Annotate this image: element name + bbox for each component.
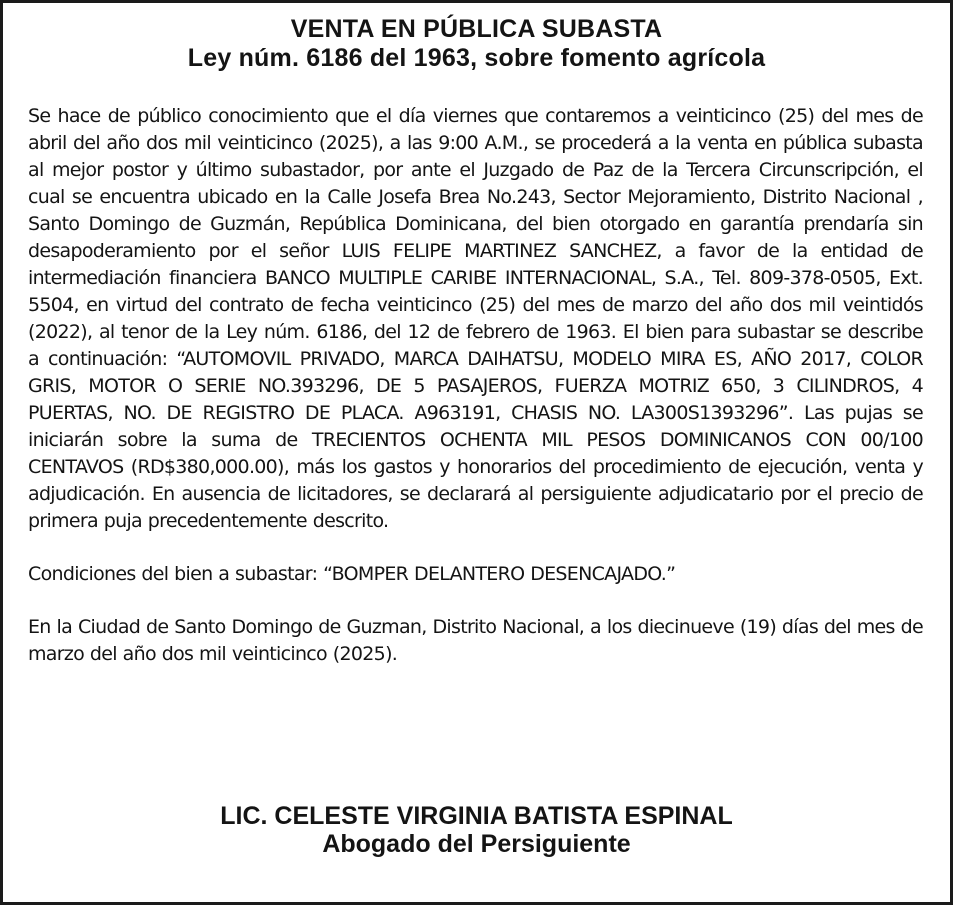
notice-subtitle: Ley núm. 6186 del 1963, sobre fomento agrícola: [187, 44, 766, 72]
signatory-name: LIC. CELESTE VIRGINIA BATISTA ESPINAL: [220, 802, 733, 830]
signature-block: [3, 802, 950, 858]
main-paragraph: Se hace de público conocimiento que el día viernes que contaremos a veinticinco (25) del mes de abril del año dos mil veinticinco (2025), a las 9:00 A.M., se procederá a la venta en pública subasta al mejor postor y último subastador, por ante el Juzgado de Paz de la Tercera Circunscripción, el cual se encuentra ubicado en la Calle Josefa Brea No.243, Sector Mejoramiento, Distrito Nacional , Santo Domingo de Guzmán, República Dominicana, del bien otorgado en garantía prendaría sin desapoderamiento por el señor LUIS FELIPE MARTINEZ SANCHEZ, a favor de la entidad de intermediación financiera BANCO MULTIPLE CARIBE INTERNACIONAL, S.A., Tel. 809-378-0505, Ext. 5504, en virtud del contrato de fecha veinticinco (25) del mes de marzo del año dos mil veintidós (2022), al tenor de la Ley núm. 6186, del 12 de febrero de 1963. El bien para subastar se describe a continuación: “AUTOMOVIL PRIVADO, MARCA DAIHATSU, MODELO MIRA ES, AÑO 2017, COLOR GRIS, MOTOR O SERIE NO.393296, DE 5 PASAJEROS, FUERZA MOTRIZ 650, 3 CILINDROS, 4 PUERTAS, NO. DE REGISTRO DE PLACA. A963191, CHASIS NO. LA300S1393296”. Las pujas se iniciarán sobre la suma de TRECIENTOS OCHENTA MIL PESOS DOMINICANOS CON 00/100 CENTAVOS (RD$380,000.00), más los gastos y honorarios del procedimiento de ejecución, venta y adjudicación. En ausencia de licitadores, se declarará al persiguiente adjudicatario por el precio de primera puja precedentemente descrito.: [28, 105, 923, 532]
signatory-role: Abogado del Persiguiente: [322, 830, 631, 858]
closing-paragraph: En la Ciudad de Santo Domingo de Guzman, Distrito Nacional, a los diecinueve (19) días del mes de marzo del año dos mil veinticinco (2025).: [28, 616, 923, 665]
notice-header: [3, 15, 950, 73]
notice-title: VENTA EN PÚBLICA SUBASTA: [290, 15, 663, 43]
notice-body: [28, 103, 923, 668]
conditions-paragraph: Condiciones del bien a subastar: “BOMPER DELANTERO DESENCAJADO.”: [28, 563, 676, 585]
